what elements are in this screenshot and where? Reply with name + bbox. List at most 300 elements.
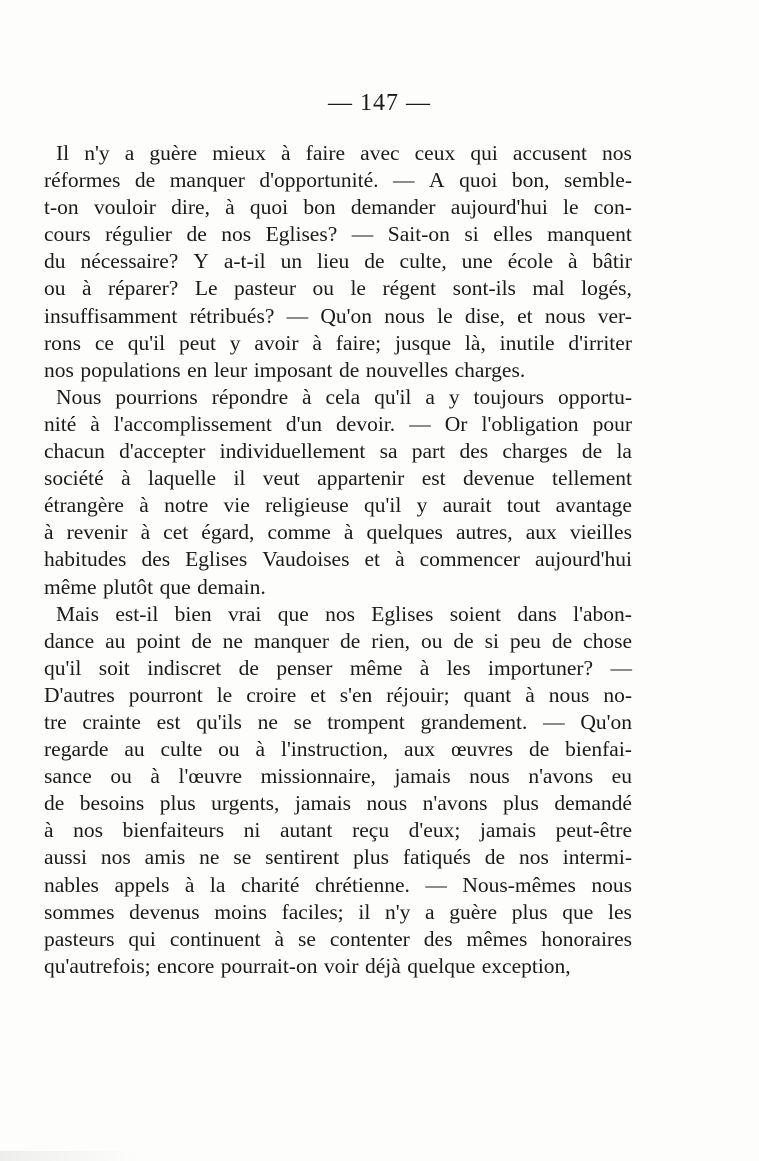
word: de [191, 628, 212, 653]
word: nouvelles [365, 357, 449, 382]
word: besoins [79, 791, 145, 816]
word: Eglises [185, 547, 248, 572]
word: charges [502, 439, 568, 464]
word: cela [325, 384, 361, 409]
word: même [44, 574, 97, 599]
word: comme [267, 520, 331, 545]
word: aujourd'hui [534, 547, 632, 572]
text-line [44, 709, 632, 736]
word: bienfaiteurs [122, 818, 225, 843]
word: de [551, 628, 573, 653]
word: inutile [499, 330, 555, 355]
text-line [44, 275, 632, 302]
word: nous [544, 303, 586, 328]
word: autres, [455, 520, 513, 545]
word: missionnaire, [260, 764, 376, 789]
word: nos [73, 818, 103, 843]
word: sentirent [265, 845, 340, 870]
word: guère [149, 141, 198, 165]
text-line [44, 546, 632, 573]
word: mal [532, 276, 565, 301]
word: Eglises? [265, 222, 338, 247]
word: à [312, 330, 322, 355]
word: aurait [442, 493, 492, 518]
word: régulier [105, 222, 172, 247]
word: au [105, 628, 126, 653]
word: Or [444, 411, 468, 436]
word: à [419, 655, 430, 680]
word: à [525, 682, 535, 707]
word: l'abon- [573, 601, 632, 626]
word: d'eux; [408, 818, 461, 843]
text-line [44, 438, 632, 465]
word: sa [379, 439, 398, 464]
word: s'en [339, 682, 373, 707]
word: étrangère [44, 493, 124, 518]
word: l'obligation [481, 411, 579, 436]
word: qu'il [127, 330, 166, 355]
word: quelques [366, 520, 443, 545]
word: de [528, 737, 550, 762]
word: avec [360, 141, 400, 165]
word: intermi- [562, 845, 632, 870]
word: Mais [56, 601, 99, 626]
word: devoir. [336, 411, 396, 436]
word: qu'il [374, 384, 412, 409]
word: il [233, 466, 246, 491]
word: ceux [414, 141, 456, 165]
word: — [409, 411, 431, 436]
word: Qu'on [320, 303, 372, 328]
word: — [351, 222, 374, 247]
word: est [156, 709, 181, 734]
word: de [238, 655, 259, 680]
word: con- [593, 195, 632, 220]
word: quelque [407, 953, 476, 978]
word: ne [257, 709, 278, 734]
word: ou [312, 276, 334, 301]
text-line [44, 655, 632, 682]
text-line [44, 384, 632, 411]
word: crainte [82, 709, 141, 734]
word: nité [44, 411, 77, 436]
word: à [139, 493, 149, 518]
word: nous [384, 303, 425, 328]
word: avantage [555, 493, 632, 518]
word: école [507, 249, 554, 274]
word: demandé [554, 791, 632, 816]
word: soient [449, 601, 502, 626]
text-line [44, 790, 632, 817]
word: grandement. [420, 709, 528, 734]
text-line [44, 682, 632, 709]
text-line [44, 519, 632, 546]
word: l'instruction, [280, 737, 389, 762]
word: nous [548, 682, 590, 707]
word: Il [56, 141, 70, 165]
word: n'y [384, 899, 411, 924]
text-line [44, 330, 632, 357]
word: à [184, 872, 195, 897]
word: tout [506, 493, 541, 518]
word: a [425, 899, 435, 924]
page-edge-shadow [0, 1151, 140, 1161]
word: guère [449, 899, 498, 924]
word: faciles; [281, 899, 344, 924]
word: à [568, 249, 578, 274]
word: peut [178, 330, 216, 355]
word: semble- [563, 168, 632, 193]
text-line [44, 926, 632, 953]
word: encore [157, 953, 215, 978]
word: œuvres [450, 737, 514, 762]
word: n'y [84, 141, 110, 165]
text-line [44, 574, 632, 601]
word: chose [583, 628, 632, 653]
word: nos [325, 601, 355, 626]
word: quant [463, 682, 512, 707]
word: qui [470, 141, 498, 165]
word: en [187, 357, 208, 382]
word: à [44, 520, 54, 545]
word: se [233, 845, 252, 870]
word: à [121, 466, 131, 491]
word: chacun [44, 439, 105, 464]
word: charité [240, 872, 300, 897]
word: bon [303, 195, 336, 220]
word: veut [262, 466, 300, 491]
word: nécessaire? [80, 249, 179, 274]
word: regarde [44, 737, 109, 762]
word: manquent [547, 222, 632, 247]
word: contenter [329, 926, 410, 951]
word: réjouir; [386, 682, 450, 707]
word: Le [194, 276, 218, 301]
word: habitudes [44, 547, 127, 572]
word: bâtir [592, 249, 632, 274]
word: d'opportunité. [259, 168, 379, 193]
word: insuffisamment [44, 303, 178, 328]
word: de [484, 845, 506, 870]
word: sont-ils [452, 276, 516, 301]
word: ou [420, 628, 443, 653]
word: mêmes [466, 926, 528, 951]
text-line [44, 465, 632, 492]
word: réparer? [107, 276, 179, 301]
word: rétribués? [189, 303, 275, 328]
word: autant [279, 818, 333, 843]
word: le [437, 303, 453, 328]
word: des [141, 547, 171, 572]
word: vrai [227, 601, 262, 626]
word: un [280, 249, 303, 274]
text-line [44, 221, 632, 248]
word: n'avons [528, 764, 594, 789]
word: pasteur [233, 276, 297, 301]
word: revenir [66, 520, 128, 545]
word: dans [517, 601, 557, 626]
word: se [293, 709, 312, 734]
word: nous [366, 791, 408, 816]
word: Nous [56, 384, 102, 409]
word: plus [159, 791, 196, 816]
word: pourrait-on [220, 953, 318, 978]
word: la [616, 439, 632, 464]
word: logés, [581, 276, 632, 301]
word: à [255, 737, 266, 762]
word: vie [223, 493, 250, 518]
word: nos [221, 222, 252, 247]
word: exception, [481, 953, 571, 978]
word: n'avons [422, 791, 488, 816]
word: nous [469, 764, 510, 789]
word: dise, [464, 303, 505, 328]
word: de [339, 628, 361, 653]
word: manquer [169, 168, 245, 193]
word: elles [493, 222, 533, 247]
text-line [44, 194, 632, 221]
word: à [81, 276, 92, 301]
word: demain. [197, 574, 266, 599]
word: populations [80, 357, 181, 382]
word: pourront [128, 682, 203, 707]
word: a-t-il [223, 249, 266, 274]
word: les [446, 655, 471, 680]
word: imposant [253, 357, 333, 382]
word: part [411, 439, 446, 464]
word: de [44, 791, 65, 816]
word: à [140, 520, 151, 545]
text-line [44, 844, 632, 871]
word: commencer [419, 547, 520, 572]
word: peut-être [555, 818, 632, 843]
word: que [159, 574, 191, 599]
word: si [464, 222, 479, 247]
word: des [459, 439, 489, 464]
word: et [364, 547, 381, 572]
word: individuellement [219, 439, 366, 464]
text-line [44, 817, 632, 844]
word: pasteurs [44, 926, 115, 951]
word: ou [44, 276, 66, 301]
word: dance [44, 628, 95, 653]
word: accusent [512, 141, 587, 165]
word: devenue [462, 466, 535, 491]
word: ou [110, 764, 132, 789]
word: jamais [294, 791, 352, 816]
text-line [44, 303, 632, 330]
word: de [338, 357, 360, 382]
word: no- [603, 682, 632, 707]
word: déjà [364, 953, 401, 978]
text-line [44, 628, 632, 655]
word: y [448, 384, 460, 409]
word: Sait-on [387, 222, 450, 247]
paragraph [44, 601, 632, 980]
word: peu [509, 628, 541, 653]
word: a [425, 384, 435, 409]
word: ou [218, 737, 240, 762]
word: qu'il [363, 493, 402, 518]
word: qu'ils [196, 709, 242, 734]
word: à [281, 141, 291, 165]
word: demander [350, 195, 436, 220]
word: amis [144, 845, 186, 870]
word: continuent [169, 926, 261, 951]
word: indiscret [147, 655, 222, 680]
word: Vaudoises [262, 547, 350, 572]
word: — [543, 709, 565, 734]
word: de [364, 249, 385, 274]
word: t-on [44, 195, 79, 220]
word: est-il [115, 601, 159, 626]
word: croire [246, 682, 297, 707]
word: de [186, 222, 207, 247]
word: pour [592, 411, 632, 436]
word: faire [305, 141, 346, 165]
word: ne [222, 628, 243, 653]
word: jamais [394, 764, 451, 789]
word: rons [44, 330, 82, 355]
word: — [393, 168, 415, 193]
word: à [395, 547, 405, 572]
word: devenus [129, 899, 200, 924]
word: religieuse [265, 493, 349, 518]
word: réformes [44, 168, 121, 193]
word: Nous-mêmes [462, 872, 576, 897]
word: penser [276, 655, 333, 680]
text-line [44, 899, 632, 926]
word: nos [518, 845, 549, 870]
paragraph [44, 384, 632, 601]
text-line [44, 953, 632, 980]
paragraph [44, 140, 632, 384]
word: — [286, 303, 309, 328]
word: y [229, 330, 241, 355]
word: charges. [454, 357, 526, 382]
word: est [421, 466, 446, 491]
word: si [484, 628, 499, 653]
word: importuner? [487, 655, 594, 680]
word: à [225, 195, 235, 220]
word: à [274, 926, 285, 951]
word: jamais [479, 818, 537, 843]
word: d'irriter [568, 330, 632, 355]
word: cours [44, 222, 91, 247]
word: du [44, 249, 66, 274]
word: à [343, 520, 354, 545]
word: point [136, 628, 181, 653]
word: à [90, 411, 100, 436]
text-line [44, 357, 632, 384]
word: fatiqués [402, 845, 471, 870]
word: et [517, 303, 533, 328]
word: Qu'on [580, 709, 632, 734]
word: aux [404, 737, 436, 762]
word: nables [44, 872, 99, 897]
word: opportu- [557, 384, 632, 409]
word: culte, [399, 249, 447, 274]
word: d'un [285, 411, 322, 436]
word: nos [100, 845, 131, 870]
word: quoi [249, 195, 289, 220]
word: — [425, 872, 447, 897]
word: rien, [371, 628, 411, 653]
word: de [134, 168, 156, 193]
word: le [216, 682, 233, 707]
text-line [44, 411, 632, 438]
word: une [461, 249, 493, 274]
word: appartenir [317, 466, 405, 491]
word: se [298, 926, 316, 951]
word: soit [98, 655, 130, 680]
word: que [562, 899, 594, 924]
word: régent [382, 276, 437, 301]
word: de [581, 439, 603, 464]
word: à [150, 764, 160, 789]
word: nos [44, 357, 74, 382]
word: bienfai- [565, 737, 632, 762]
word: quoi [459, 168, 498, 193]
word: tre [44, 709, 67, 734]
word: manquer [253, 628, 330, 653]
word: y [416, 493, 428, 518]
word: l'accomplissement [113, 411, 272, 436]
text-line [44, 872, 632, 899]
word: aujourd'hui [450, 195, 548, 220]
page-number: — 147 — [328, 90, 431, 116]
word: répondre [211, 384, 289, 409]
word: ce [94, 330, 114, 355]
word: pourrions [115, 384, 198, 409]
word: eu [611, 764, 632, 789]
text-line [44, 601, 632, 628]
word: plutôt [102, 574, 154, 599]
word: trompent [327, 709, 405, 734]
word: mieux [212, 141, 266, 165]
word: au [124, 737, 145, 762]
word: sommes [44, 899, 115, 924]
word: Eglises [371, 601, 434, 626]
word: laquelle [148, 466, 217, 491]
word: aussi [44, 845, 87, 870]
word: honoraires [541, 926, 632, 951]
word: bien [174, 601, 212, 626]
body-text [44, 140, 632, 980]
text-line [44, 763, 632, 790]
word: qui [128, 926, 156, 951]
word: nos [602, 141, 632, 165]
word: avoir [254, 330, 299, 355]
word: égard, [201, 520, 255, 545]
word: reçu [352, 818, 390, 843]
word: le [563, 195, 579, 220]
word: faire; [335, 330, 382, 355]
word: à [44, 818, 54, 843]
word: d'accepter [119, 439, 206, 464]
word: le [350, 276, 366, 301]
word: société [44, 466, 104, 491]
word: moins [214, 899, 267, 924]
word: vieilles [569, 520, 632, 545]
word: appels [114, 872, 170, 897]
word: cet [163, 520, 189, 545]
word: la [209, 872, 226, 897]
word: tellement [551, 466, 632, 491]
word: leur [213, 357, 248, 382]
word: chrétienne. [314, 872, 410, 897]
text-line [44, 167, 632, 194]
